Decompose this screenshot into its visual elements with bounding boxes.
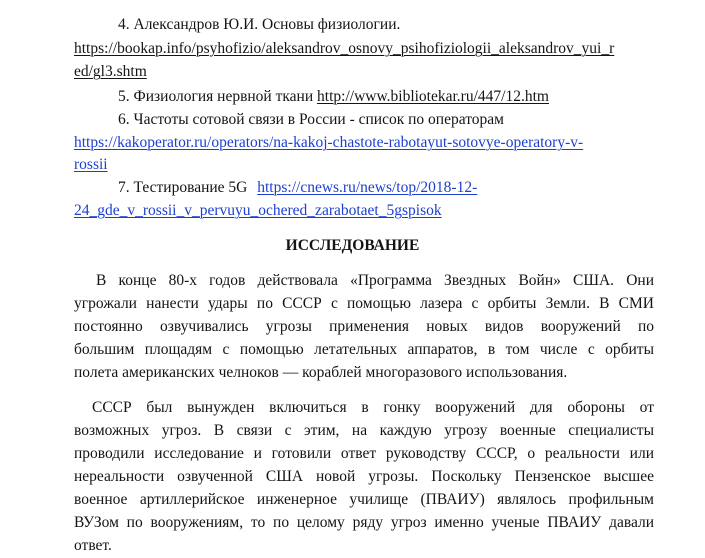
section-title: ИССЛЕДОВАНИЕ (285, 237, 420, 254)
reference-5 (118, 87, 549, 107)
paragraph-2-line: военное артиллерийское инженерное училище (ПВАИУ) являлось профильным (74, 491, 654, 508)
paragraph-2-line: проводили исследование и готовили ответ руководству СССР, о реальности или (74, 445, 654, 462)
reference-4-url-line2[interactable] (74, 62, 147, 82)
reference-4-link-continued[interactable]: ed/gl3.shtm (74, 63, 147, 80)
reference-7-title: Тестирование 5G (133, 179, 248, 196)
reference-6-url-line1[interactable] (74, 133, 583, 153)
paragraph-2-line: СССР был вынужден включиться в гонку вооружений для обороны от (92, 399, 654, 416)
reference-7-link[interactable]: https://cnews.ru/news/top/2018-12- (257, 179, 478, 196)
reference-4-title: Александров Ю.И. Основы физиологии. (133, 16, 401, 33)
reference-6-link-continued[interactable]: rossii (74, 156, 108, 173)
reference-5-link[interactable]: http://www.bibliotekar.ru/447/12.htm (317, 88, 549, 105)
reference-7-link-continued[interactable]: 24_gde_v_rossii_v_pervuyu_ochered_zarabotaet_5gspisok (74, 202, 442, 219)
reference-7-number: 7. (118, 179, 130, 196)
reference-7-url-line2[interactable] (74, 201, 442, 221)
reference-4-url-line1[interactable] (74, 39, 654, 59)
reference-6-url-line2[interactable] (74, 155, 108, 175)
paragraph-1-line: большим площадям с помощью летательных аппаратов, в том числе с орбиты (74, 341, 654, 358)
reference-6-title: Частоты сотовой связи в России - список по операторам (133, 111, 504, 128)
paragraph-1-line: полета американских челноков — кораблей многоразового использования. (74, 364, 568, 381)
paragraph-2-line: возможных угроз. В связи с этим, на каждую угрозу военные специалисты (74, 422, 654, 439)
reference-4-link[interactable]: https://bookap.info/psyhofizio/aleksandrov_osnovy_psihofiziologii_aleksandrov_yui_r (74, 40, 615, 57)
reference-4-number: 4. (118, 16, 130, 33)
reference-6-number: 6. (118, 111, 130, 128)
reference-7 (118, 178, 477, 198)
paragraph-2-line: ответ. (74, 537, 112, 554)
paragraph-1-line: постоянно озвучивались угрозы применения новых видов вооружений по (74, 318, 654, 335)
reference-6-link[interactable]: https://kakoperator.ru/operators/na-kakoj-chastote-rabotayut-sotovye-operatory-v- (74, 134, 584, 151)
reference-5-title: Физиология нервной ткани (133, 88, 314, 105)
paragraph-2-line: нереальности озвученной США новой угрозы. Поскольку Пензенское высшее (74, 468, 654, 485)
reference-4 (118, 15, 400, 35)
reference-5-number: 5. (118, 88, 130, 105)
paragraph-1-line: В конце 80-х годов действовала «Программа Звездных Войн» США. Они (96, 272, 654, 289)
paragraph-1-line: угрожали нанести удары по СССР с помощью лазера с орбиты Земли. В СМИ (74, 295, 654, 312)
paragraph-2-line: ВУЗом по вооружениям, то по целому ряду угроз именно ученые ПВАИУ давали (74, 514, 654, 531)
reference-6 (118, 110, 504, 130)
